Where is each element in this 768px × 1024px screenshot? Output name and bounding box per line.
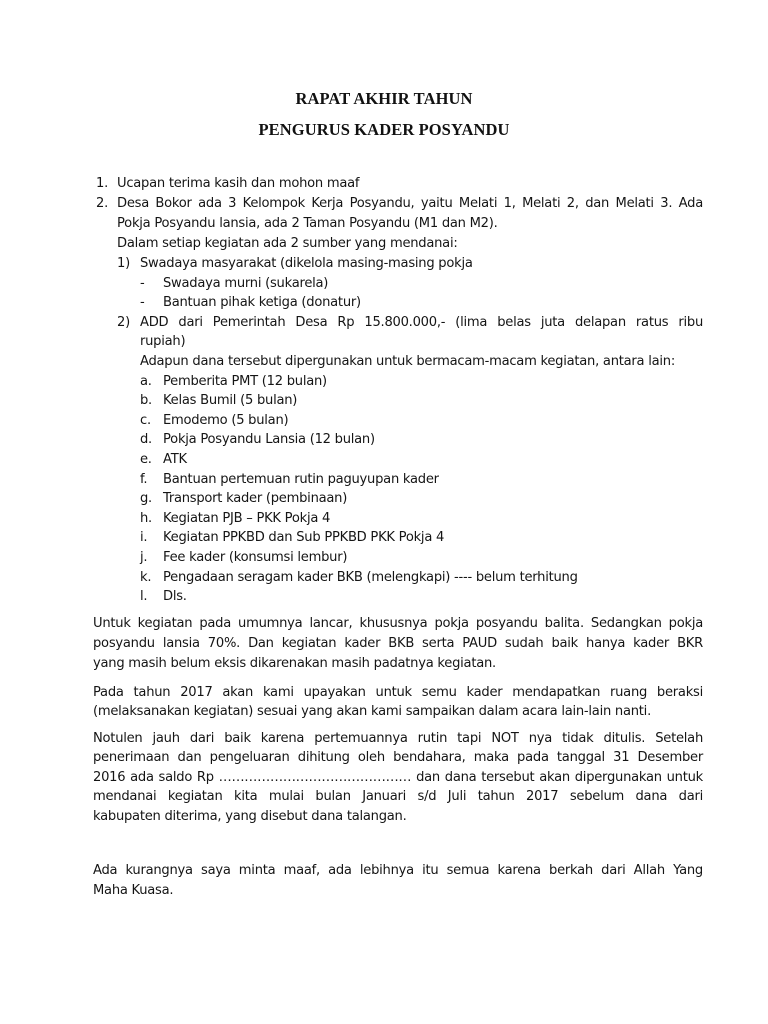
activity-marker: h.: [140, 511, 152, 526]
sub-item-marker: -: [140, 295, 145, 310]
list-item-text: Desa Bokor ada 3 Kelompok Kerja Posyandu, yaitu Melati 1, Melati 2, dan Melati 3. Ada: [117, 196, 703, 211]
activity-item: Pokja Posyandu Lansia (12 bulan): [163, 432, 375, 447]
sub-item-text: Bantuan pihak ketiga (donatur): [163, 295, 361, 310]
activity-item: Emodemo (5 bulan): [163, 413, 289, 428]
list-marker: 2.: [96, 196, 108, 211]
funding-intro: Dalam setiap kegiatan ada 2 sumber yang mendanai:: [117, 236, 458, 251]
document-subtitle: PENGURUS KADER POSYANDU: [258, 120, 510, 139]
activity-marker: k.: [140, 570, 152, 585]
activity-marker: j.: [140, 550, 148, 565]
activity-marker: d.: [140, 432, 152, 447]
paragraph-line: 2016 ada saldo Rp ……………………………………… dan dana tersebut akan dipergunakan untuk: [93, 770, 703, 785]
activity-marker: i.: [140, 530, 148, 545]
source-marker: 2): [117, 315, 130, 330]
paragraph-line: Notulen jauh dari baik karena pertemuannya rutin tapi NOT nya tidak ditulis. Setelah: [93, 731, 703, 746]
source-text-continued: rupiah): [140, 334, 186, 349]
list-item-text: Ucapan terima kasih dan mohon maaf: [117, 176, 360, 191]
activity-marker: g.: [140, 491, 152, 506]
list-item-text-continued: Pokja Posyandu lansia, ada 2 Taman Posyandu (M1 dan M2).: [117, 216, 498, 231]
activity-item: Dls.: [163, 589, 187, 604]
paragraph-line: yang masih belum eksis dikarenakan masih padatnya kegiatan.: [93, 656, 496, 671]
activity-item: Transport kader (pembinaan): [163, 491, 348, 506]
sub-item-text: Swadaya murni (sukarela): [163, 276, 329, 291]
paragraph-line: Maha Kuasa.: [93, 883, 174, 898]
activity-marker: e.: [140, 452, 152, 467]
activity-marker: a.: [140, 374, 152, 389]
paragraph-line: mendanai kegiatan kita mulai bulan Januari s/d Juli tahun 2017 sebelum dana dari: [93, 789, 703, 804]
activity-marker: c.: [140, 413, 151, 428]
paragraph-line: Untuk kegiatan pada umumnya lancar, khususnya pokja posyandu balita. Sedangkan pokja: [93, 616, 703, 631]
activity-item: Pengadaan seragam kader BKB (melengkapi) ---- belum terhitung: [163, 570, 578, 585]
activity-item: Kelas Bumil (5 bulan): [163, 393, 298, 408]
activity-item: Fee kader (konsumsi lembur): [163, 550, 348, 565]
paragraph-line: Pada tahun 2017 akan kami upayakan untuk semu kader mendapatkan ruang beraksi: [93, 685, 703, 700]
sub-item-marker: -: [140, 276, 145, 291]
activity-marker: b.: [140, 393, 152, 408]
paragraph-line: kabupaten diterima, yang disebut dana talangan.: [93, 809, 407, 824]
paragraph-line: penerimaan dan pengeluaran dihitung oleh bendahara, maka pada tanggal 31 Desember: [93, 750, 703, 765]
activity-marker: f.: [140, 472, 148, 487]
source-text: Swadaya masyarakat (dikelola masing-masing pokja: [140, 256, 473, 271]
paragraph-line: Ada kurangnya saya minta maaf, ada lebihnya itu semua karena berkah dari Allah Yang: [93, 863, 703, 878]
paragraph-line: (melaksanakan kegiatan) sesuai yang akan kami sampaikan dalam acara lain-lain nanti.: [93, 704, 651, 719]
source-text: ADD dari Pemerintah Desa Rp 15.800.000,- (lima belas juta delapan ratus ribu: [140, 315, 703, 330]
activity-item: ATK: [163, 452, 187, 467]
activity-item: Kegiatan PPKBD dan Sub PPKBD PKK Pokja 4: [163, 530, 445, 545]
activity-item: Bantuan pertemuan rutin paguyupan kader: [163, 472, 439, 487]
activity-item: Pemberita PMT (12 bulan): [163, 374, 327, 389]
usage-intro: Adapun dana tersebut dipergunakan untuk bermacam-macam kegiatan, antara lain:: [140, 354, 675, 369]
paragraph-line: posyandu lansia 70%. Dan kegiatan kader BKB serta PAUD sudah baik hanya kader BKR: [93, 636, 703, 651]
activity-marker: l.: [140, 589, 148, 604]
source-marker: 1): [117, 256, 130, 271]
activity-item: Kegiatan PJB – PKK Pokja 4: [163, 511, 331, 526]
document-title: RAPAT AKHIR TAHUN: [295, 89, 473, 108]
list-marker: 1.: [96, 176, 108, 191]
